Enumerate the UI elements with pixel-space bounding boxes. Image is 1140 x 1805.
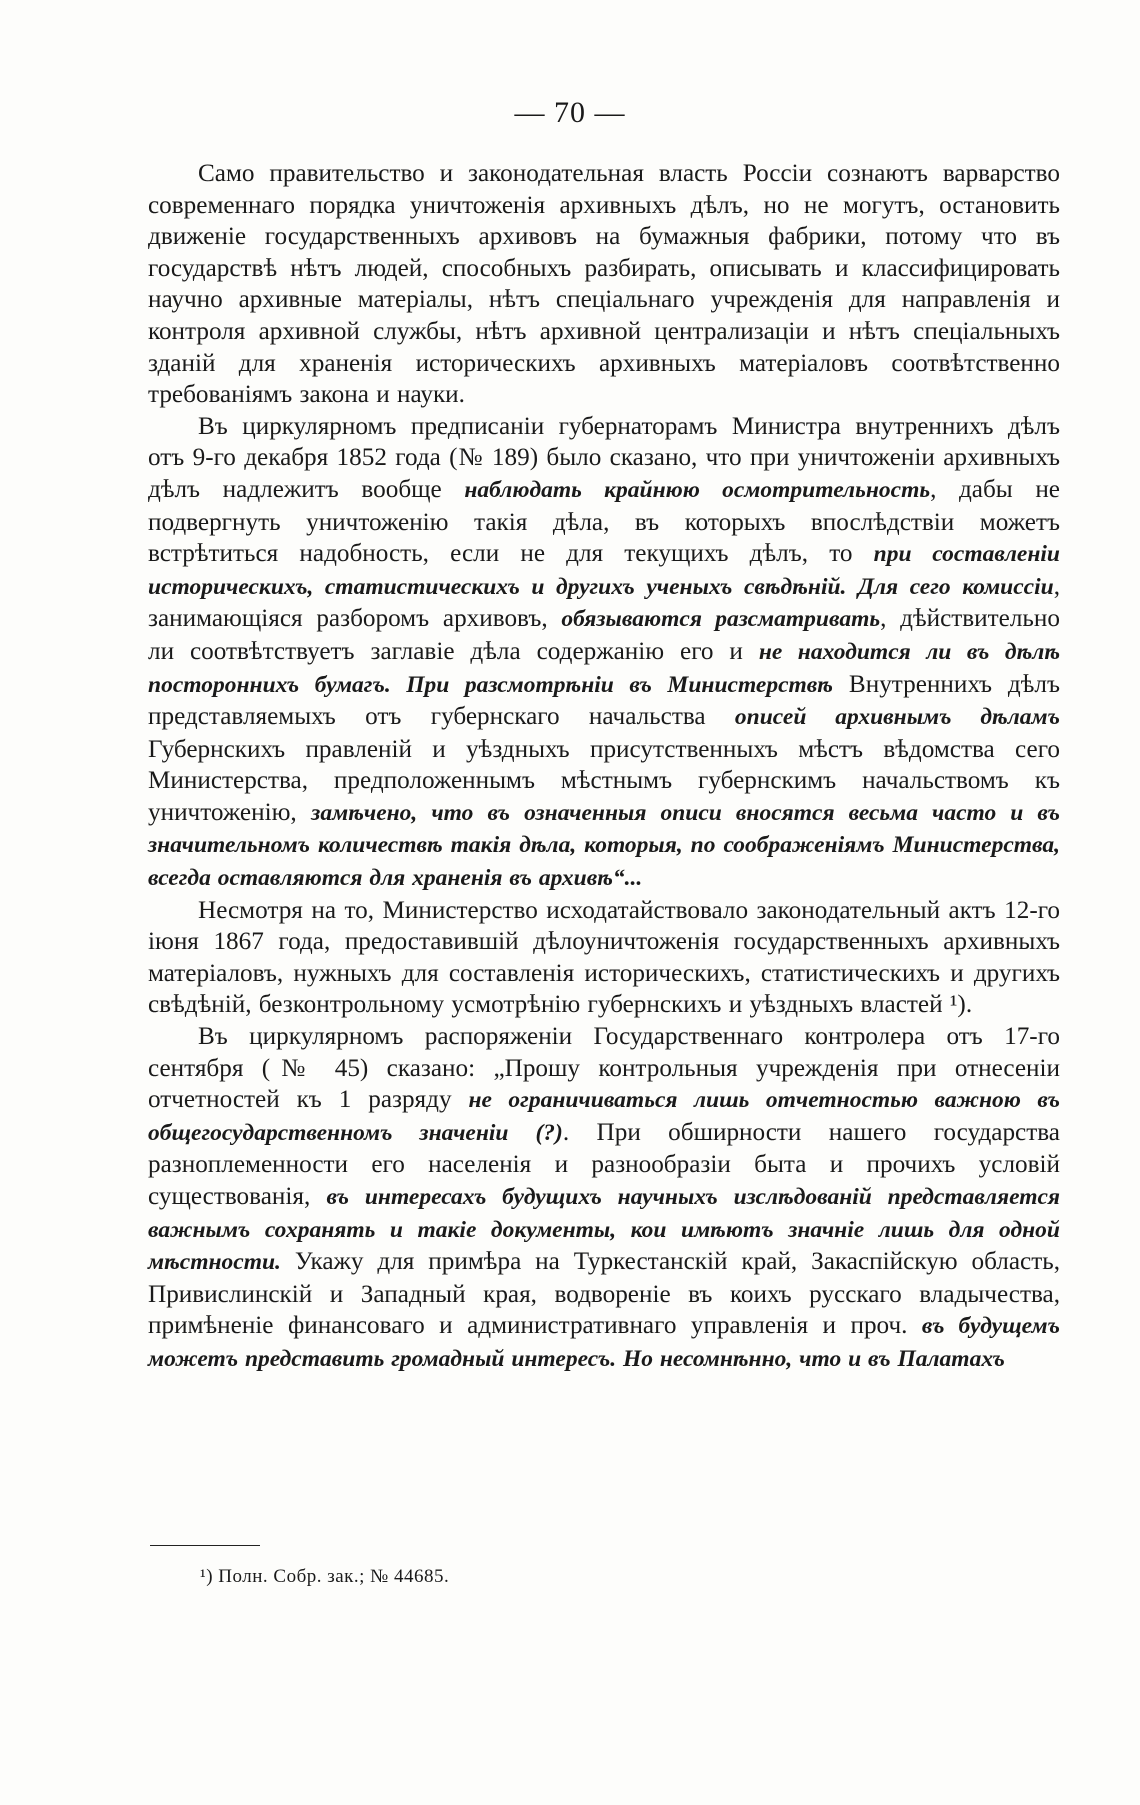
emphasized-text: не ограничиваться лишь отчетностью важною въ общегосударственномъ значеніи (?) xyxy=(148,1087,1060,1146)
paragraph xyxy=(148,158,1060,411)
emphasized-text: въ будущемъ можетъ представить громадный интересъ. Но несомнѣнно, что и въ Палатахъ xyxy=(148,1313,1060,1372)
text-run: Внутреннихъ дѣлъ представляемыхъ отъ губернскаго начальства xyxy=(148,670,1060,731)
page-number: — 70 — xyxy=(514,96,626,129)
emphasized-text: обязываются разсматривать xyxy=(561,606,881,633)
text-run: Въ циркулярномъ распоряженіи Государственнаго контролера отъ 17-го сентября (№ 45) сказано: „Прошу контрольныя учрежденія при отнесеніи отчетностей къ 1 разряду xyxy=(148,1023,1060,1114)
text-run: Само правительство и законодательная власть Россіи сознаютъ варварство современнаго порядка уничтоженія архивныхъ дѣлъ, но не могутъ, остановить движеніе государственныхъ архивовъ на бумажныя фабрики, потому что въ государствѣ нѣтъ людей, способныхъ разбирать, описывать и классифицировать научно архивные матеріалы, нѣтъ спеціальнаго учрежденія для направленія и контроля архивной службы, нѣтъ архивной централизаціи и нѣтъ спеціальныхъ зданій для храненія историческихъ архивныхъ матеріаловъ соотвѣтственно требованіямъ закона и науки. xyxy=(148,160,1060,409)
emphasized-text: замѣчено, что въ означенныя описи вносятся весьма часто и въ значительномъ количествѣ такія дѣла, которыя, по соображеніямъ Министерства, всегда оставляются для храненія въ архивѣ“... xyxy=(148,799,1060,892)
text-run: Губернскихъ правленій и уѣздныхъ присутственныхъ мѣстъ вѣдомства сего Министерства, предположеннымъ мѣстнымъ губернскимъ начальствомъ къ уничтоженію, xyxy=(148,735,1060,826)
emphasized-text: при составленіи историческихъ, статистическихъ и другихъ ученыхъ свѣдѣній. Для сего комиссіи xyxy=(148,541,1060,600)
text-run: , занимающіяся разборомъ архивовъ, xyxy=(148,572,1060,633)
emphasized-text: въ интересахъ будущихъ научныхъ изслѣдованій представляется важнымъ сохранять и такіе документы, кои имѣютъ значніе лишь для одной мѣстности. xyxy=(148,1184,1061,1276)
paragraph xyxy=(148,895,1060,1021)
text-run: , дабы не подвергнуть уничтоженію такія дѣла, въ которыхъ впослѣдствіи можетъ встрѣтиться надобность, если не для текущихъ дѣлъ, то xyxy=(148,475,1060,568)
emphasized-text: наблюдать крайнюю осмотрительность xyxy=(464,476,931,503)
emphasized-text: не находится ли въ дѣлѣ постороннихъ бумагъ. При разсмотрѣніи въ Министерствѣ xyxy=(148,638,1060,698)
body-text xyxy=(148,158,1060,1376)
text-run: Несмотря на то, Министерство исходатайствовало законодательный актъ 12-го іюня 1867 года, предоставившій дѣлоуничтоженія государственныхъ архивныхъ матеріаловъ, нужныхъ для составленія историческихъ, статистическихъ и другихъ свѣдѣній, безконтрольному усмотрѣнію губернскихъ и уѣздныхъ властей ¹). xyxy=(148,896,1060,1019)
text-run: . При обширности нашего государства разноплеменности его населенія и разнообразіи быта и прочихъ условій существованія, xyxy=(148,1118,1060,1210)
text-run: Укажу для примѣра на Туркестанскій край, Закаспійскую область, Привислинскій и Западный края, водвореніе въ коихъ русскаго владычества, примѣненіе финансоваго и административнаго управленія и проч. xyxy=(148,1248,1060,1340)
footnote-divider xyxy=(150,1545,260,1546)
emphasized-text: описей архивнымъ дѣламъ xyxy=(734,704,1060,731)
footnote: ¹) Полн. Собр. зак.; № 44685. xyxy=(200,1566,450,1587)
text-run: Въ циркулярномъ предписаніи губернаторамъ Министра внутреннихъ дѣлъ отъ 9-го декабря 1852 года (№ 189) было сказано, что при уничтоженіи архивныхъ дѣлъ надлежитъ вообще xyxy=(148,412,1060,503)
paragraph xyxy=(148,1021,1060,1376)
paragraph xyxy=(148,411,1060,895)
text-run: , дѣйствительно ли соотвѣтствуетъ заглавіе дѣла содержанію его и xyxy=(148,605,1060,665)
